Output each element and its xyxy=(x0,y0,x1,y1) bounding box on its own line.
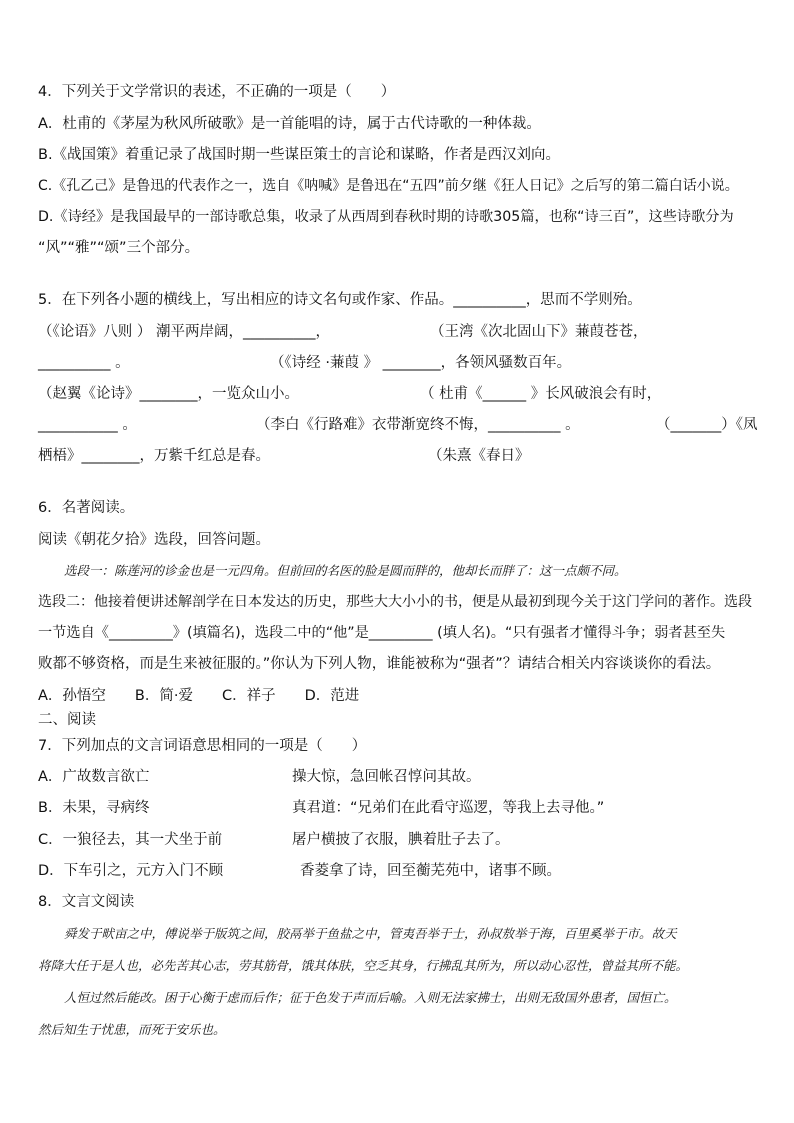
q8-text-line2: 将降大任于是人也，必先苦其心志，劳其筋骨，饿其体肤，空乏其身，行拂乱其所为，所以动心忍性，曾益其所不能。 xyxy=(38,958,689,973)
q7-row-b-right: 真君道：“兄弟们在此看守巡逻，等我上去寻他。” xyxy=(292,800,605,816)
q7-row-a-left: A．广故数言欲亡 xyxy=(38,769,150,785)
q5-line6-left: 栖梧》________，万紫千红总是春。 xyxy=(38,448,270,464)
q7-row-c-left: C．一狼径去，其一犬坐于前 xyxy=(38,832,223,848)
q6-excerpt-1: 选段一：陈莲河的诊金也是一元四角。但前回的名医的脸是圆而胖的，他却长而胖了：这一点颇不同。 xyxy=(64,563,627,578)
q6-excerpt-2-line2: 一节选自《_________》(填篇名)，选段二中的“他”是_________ (填人名)。“只有强者才懂得斗争；弱者甚至失 xyxy=(38,625,726,641)
q6-excerpt-2-line1: 选段二：他接着便讲述解剖学在日本发达的历史，那些大大小小的书，便是从最初到现今关于这门学问的著作。选段 xyxy=(38,594,752,610)
q4-stem: 4．下列关于文学常识的表述，不正确的一项是（ ） xyxy=(38,84,396,100)
q8-text-line1: 舜发于畎亩之中，傅说举于版筑之间，胶鬲举于鱼盐之中，管夷吾举于士，孙叔敖举于海，百里奚举于市。故天 xyxy=(64,926,677,941)
q4-option-d-line2: “风”“雅”“颂”三个部分。 xyxy=(38,240,200,256)
q7-stem: 7．下列加点的文言词语意思相同的一项是（ ） xyxy=(38,738,367,754)
q5-line3-right: （《诗经 ·蒹葭 》 ________，各领风骚数百年。 xyxy=(270,355,572,371)
section-heading-reading: 二、阅读 xyxy=(38,712,96,728)
q5-line2-left: （《论语》八则 ） 潮平两岸阔，__________， xyxy=(38,324,330,340)
q6-stem: 6．名著阅读。 xyxy=(38,500,135,516)
q5-line4-left: （赵翼《论诗》________，一览众山小。 xyxy=(38,386,299,402)
q5-stem: 5．在下列各小题的横线上，写出相应的诗文名句或作家、作品。__________，思而不学则殆。 xyxy=(38,292,642,308)
q4-option-c: C.《孔乙己》是鲁迅的代表作之一，选自《呐喊》是鲁迅在“五四”前夕继《狂人日记》之后写的第二篇白话小说。 xyxy=(38,178,739,194)
q5-line5-right: （_______）《凤 xyxy=(656,417,758,433)
q6-excerpt-2-line3: 败都不够资格，而是生来被征服的。”你认为下列人物，谁能被称为“强者”？请结合相关内容谈谈你的看法。 xyxy=(38,656,721,672)
q8-text-line4: 然后知生于忧患，而死于安乐也。 xyxy=(38,1022,226,1037)
q6-options: A．孙悟空 B．简·爱 C．祥子 D．范进 xyxy=(38,688,360,704)
q7-row-a-right: 操大惊，急回帐召惇问其故。 xyxy=(292,769,481,785)
q8-text-line3: 人恒过然后能改。困于心衡于虑而后作；征于色发于声而后喻。入则无法家拂士，出则无敌国外患者，国恒亡。 xyxy=(64,990,677,1005)
q6-intro: 阅读《朝花夕拾》选段，回答问题。 xyxy=(38,532,270,548)
q5-line3-left: __________ 。 xyxy=(38,355,130,371)
q4-option-b: B.《战国策》着重记录了战国时期一些谋臣策士的言论和谋略，作者是西汉刘向。 xyxy=(38,147,561,163)
q4-option-a: A．杜甫的《茅屋为秋风所破歌》是一首能唱的诗，属于古代诗歌的一种体裁。 xyxy=(38,116,541,132)
q5-line6-right: （朱熹《春日》 xyxy=(428,448,530,464)
q5-line5-left: ___________ 。 xyxy=(38,417,137,433)
q5-line4-right: （ 杜甫《______ 》长风破浪会有时， xyxy=(420,386,662,402)
q4-option-d-line1: D.《诗经》是我国最早的一部诗歌总集，收录了从西周到春秋时期的诗歌305篇，也称“诗三百”，这些诗歌分为 xyxy=(38,209,734,225)
q8-stem: 8．文言文阅读 xyxy=(38,894,135,910)
q7-row-b-left: B．未果，寻病终 xyxy=(38,800,150,816)
q7-row-c-right: 屠户横披了衣服，腆着肚子去了。 xyxy=(292,832,510,848)
q5-line2-right: （王湾《次北固山下》蒹葭苍苍， xyxy=(430,324,648,340)
q5-line5-mid: （李白《行路难》衣带渐宽终不悔，__________ 。 xyxy=(256,417,580,433)
q7-row-d-left: D．下车引之，元方入门不顾 xyxy=(38,863,224,879)
q7-row-d-right: 香菱拿了诗，回至蘅芜苑中，诸事不顾。 xyxy=(300,863,561,879)
